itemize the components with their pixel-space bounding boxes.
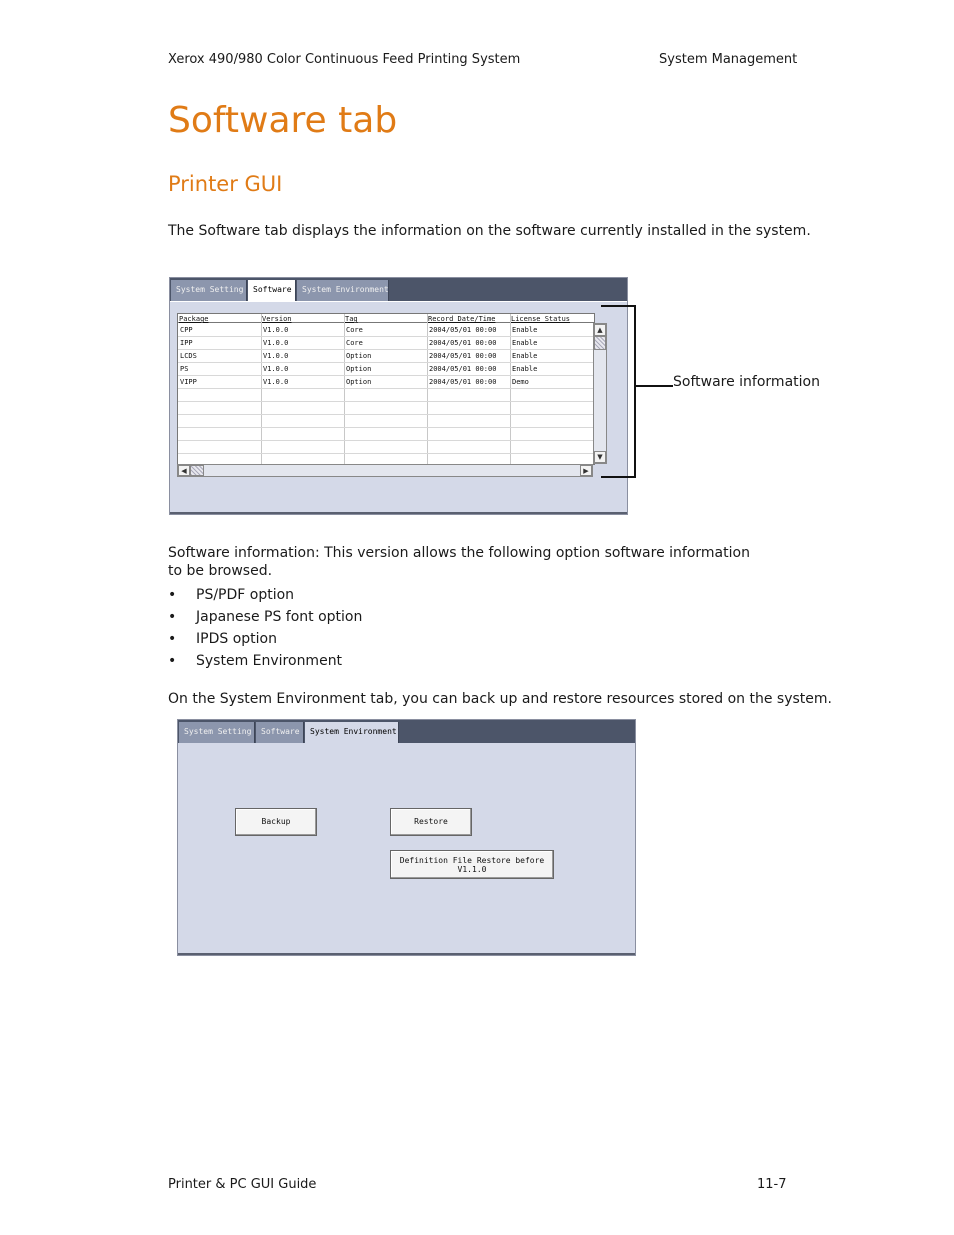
header-right: System Management <box>659 52 798 67</box>
list-item-text: PS/PDF option <box>196 587 295 603</box>
col-header-package[interactable]: Package <box>179 315 209 323</box>
cell-license-status: Enable <box>512 326 538 334</box>
intro-text: The Software tab displays the information on the software currently installed in the system. <box>168 223 811 239</box>
scroll-up-icon[interactable]: ▲ <box>594 324 606 336</box>
scroll-right-icon[interactable]: ▶ <box>580 465 592 476</box>
cell-tag: Core <box>346 339 363 347</box>
cell-license-status: Enable <box>512 339 538 347</box>
col-header-license-status[interactable]: License Status <box>511 315 571 323</box>
cell-license-status: Demo <box>512 378 529 386</box>
definition-file-restore-button[interactable] <box>390 850 554 879</box>
page-number: 11-7 <box>757 1177 787 1192</box>
cell-tag: Option <box>346 378 372 386</box>
list-item-text: System Environment <box>196 653 343 669</box>
system-environment-text: On the System Environment tab, you can back up and restore resources stored on the system. <box>168 691 832 707</box>
cell-record-date: 2004/05/01 00:00 <box>429 326 497 334</box>
col-header-version[interactable]: Version <box>262 315 292 323</box>
page-title: Software tab <box>168 100 398 141</box>
tab-system-environment[interactable]: System Environment <box>297 280 389 301</box>
tab-bar <box>178 720 635 743</box>
list-item: • System Environment <box>168 653 343 669</box>
restore-button[interactable]: Restore <box>390 808 472 836</box>
cell-tag: Core <box>346 326 363 334</box>
tab-software[interactable]: Software <box>248 280 296 301</box>
header-left: Xerox 490/980 Color Continuous Feed Printing System <box>168 52 521 67</box>
scroll-down-icon[interactable]: ▼ <box>594 451 606 463</box>
cell-version: V1.0.0 <box>263 365 289 373</box>
cell-package: VIPP <box>180 378 197 386</box>
cell-version: V1.0.0 <box>263 378 289 386</box>
tab-system-setting[interactable]: System Setting <box>171 280 247 301</box>
tab-system-setting[interactable]: System Setting <box>179 722 255 743</box>
cell-package: IPP <box>180 339 193 347</box>
cell-license-status: Enable <box>512 365 538 373</box>
cell-tag: Option <box>346 365 372 373</box>
tab-system-environment[interactable]: System Environment <box>305 722 399 743</box>
section-title: Printer GUI <box>168 172 283 196</box>
software-info-text: Software information: This version allows the following option software information to be browsed. <box>168 545 750 579</box>
tab-bar <box>170 278 627 301</box>
callout-line <box>636 385 673 387</box>
definition-file-restore-label: Definition File Restore before <box>399 856 545 865</box>
col-header-tag[interactable]: Tag <box>345 315 358 323</box>
system-environment-screenshot <box>177 719 636 956</box>
horizontal-scrollbar[interactable] <box>177 464 593 477</box>
callout-label: Software information <box>673 374 820 390</box>
cell-version: V1.0.0 <box>263 339 289 347</box>
software-tab-screenshot <box>169 277 628 515</box>
cell-record-date: 2004/05/01 00:00 <box>429 339 497 347</box>
list-item: • IPDS option <box>168 631 277 647</box>
list-item: • PS/PDF option <box>168 587 295 603</box>
cell-package: CPP <box>180 326 193 334</box>
scroll-thumb-horizontal[interactable] <box>190 465 204 476</box>
cell-version: V1.0.0 <box>263 326 289 334</box>
software-table <box>177 313 595 465</box>
definition-file-restore-version: V1.1.0 <box>457 865 487 874</box>
list-item-text: Japanese PS font option <box>196 609 363 625</box>
cell-package: LCDS <box>180 352 197 360</box>
callout-bracket <box>601 305 636 478</box>
cell-tag: Option <box>346 352 372 360</box>
scroll-left-icon[interactable]: ◀ <box>178 465 190 476</box>
cell-record-date: 2004/05/01 00:00 <box>429 352 497 360</box>
cell-package: PS <box>180 365 189 373</box>
cell-record-date: 2004/05/01 00:00 <box>429 378 497 386</box>
tab-software[interactable]: Software <box>256 722 304 743</box>
list-item: • Japanese PS font option <box>168 609 363 625</box>
cell-version: V1.0.0 <box>263 352 289 360</box>
list-item-text: IPDS option <box>196 631 277 647</box>
backup-button[interactable]: Backup <box>235 808 317 836</box>
col-header-record-date[interactable]: Record Date/Time <box>428 315 496 323</box>
cell-record-date: 2004/05/01 00:00 <box>429 365 497 373</box>
footer-left: Printer & PC GUI Guide <box>168 1177 317 1192</box>
cell-license-status: Enable <box>512 352 538 360</box>
